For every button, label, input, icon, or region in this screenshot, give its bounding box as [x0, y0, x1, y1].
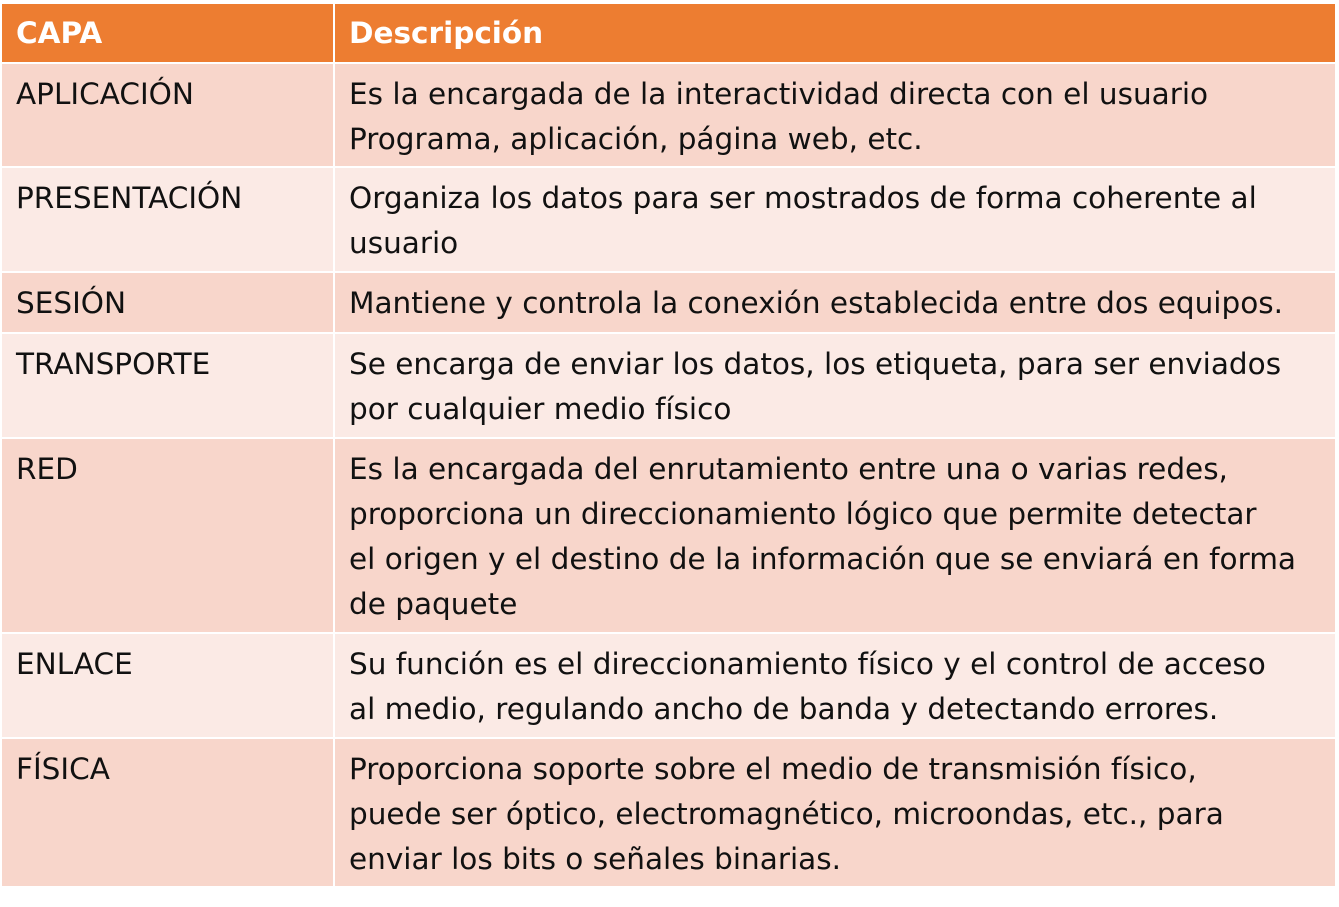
description-aplicacion: [335, 64, 1335, 166]
layer-transporte: TRANSPORTE: [2, 334, 333, 437]
description-line: proporciona un direccionamiento lógico que permite detectar: [349, 497, 1257, 531]
description-line: Organiza los datos para ser mostrados de forma coherente al: [349, 181, 1257, 215]
description-line: Proporciona soporte sobre el medio de transmisión físico,: [349, 752, 1197, 786]
description-line: puede ser óptico, electromagnético, microondas, etc., para: [349, 797, 1224, 831]
layer-presentacion: PRESENTACIÓN: [2, 168, 333, 271]
description-line: Es la encargada del enrutamiento entre una o varias redes,: [349, 452, 1228, 486]
layer-fisica: FÍSICA: [2, 739, 333, 886]
osi-layers-table: [2, 4, 1335, 886]
description-line: de paquete: [349, 587, 518, 621]
layer-enlace: ENLACE: [2, 634, 333, 737]
description-line: Programa, aplicación, página web, etc.: [349, 122, 923, 156]
description-line: Es la encargada de la interactividad directa con el usuario: [349, 77, 1209, 111]
description-line: al medio, regulando ancho de banda y detectando errores.: [349, 692, 1219, 726]
description-line: usuario: [349, 226, 459, 260]
header-capa: CAPA: [2, 4, 333, 62]
description-line: Mantiene y controla la conexión establecida entre dos equipos.: [349, 286, 1283, 320]
description-line: Su función es el direccionamiento físico y el control de acceso: [349, 647, 1266, 681]
description-line: el origen y el destino de la información que se enviará en forma: [349, 542, 1297, 576]
description-sesion: [335, 273, 1335, 332]
description-line: por cualquier medio físico: [349, 392, 732, 426]
layer-aplicacion: APLICACIÓN: [2, 64, 333, 166]
layer-sesion: SESIÓN: [2, 273, 333, 332]
description-transporte: [335, 334, 1335, 437]
description-line: Se encarga de enviar los datos, los etiqueta, para ser enviados: [349, 347, 1282, 381]
description-line: enviar los bits o señales binarias.: [349, 842, 841, 876]
description-fisica: [335, 739, 1335, 886]
description-red: [335, 439, 1335, 632]
description-presentacion: [335, 168, 1335, 271]
layer-red: RED: [2, 439, 333, 632]
description-enlace: [335, 634, 1335, 737]
header-descripcion: Descripción: [335, 4, 1335, 62]
